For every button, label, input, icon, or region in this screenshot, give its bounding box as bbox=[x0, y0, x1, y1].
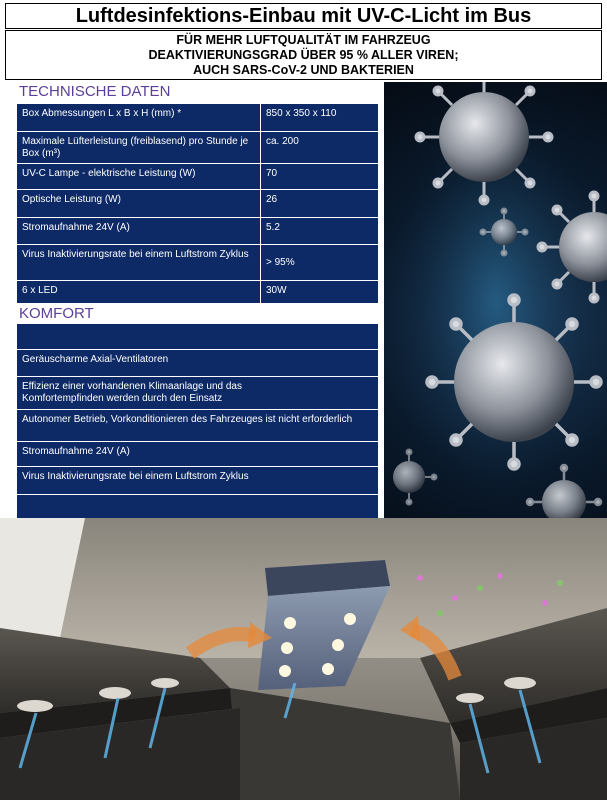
tech-heading: TECHNISCHE DATEN bbox=[19, 83, 171, 100]
table-row bbox=[17, 350, 378, 377]
tech-label: 6 x LED bbox=[17, 281, 261, 303]
tech-label: Virus Inaktivierungsrate bei einem Luftstrom Zyklus bbox=[17, 245, 261, 280]
table-row bbox=[17, 218, 378, 245]
tech-value: 26 bbox=[266, 194, 278, 205]
tech-label: Maximale Lüfterleistung (freiblasend) pro Stunde je Box (m³) bbox=[17, 132, 261, 163]
table-row bbox=[17, 164, 378, 190]
tech-table bbox=[17, 104, 378, 304]
tech-value: > 95% bbox=[266, 256, 295, 268]
subtitle-box bbox=[5, 30, 602, 80]
komfort-table bbox=[17, 324, 378, 520]
tech-value: 850 x 350 x 110 bbox=[266, 108, 337, 119]
tech-label: Stromaufnahme 24V (A) bbox=[17, 218, 261, 244]
table-row bbox=[17, 324, 378, 350]
virus-image bbox=[384, 82, 607, 518]
komfort-item bbox=[17, 324, 378, 349]
table-row bbox=[17, 495, 378, 520]
komfort-item: Effizienz einer vorhandenen Klimaanlage und das Komfortempfinden werden durch den Einsatz bbox=[22, 381, 242, 404]
table-row bbox=[17, 132, 378, 164]
page-title: Luftdesinfektions-Einbau mit UV-C-Licht im Bus bbox=[5, 3, 602, 29]
table-row bbox=[17, 190, 378, 218]
table-row bbox=[17, 281, 378, 304]
table-row bbox=[17, 467, 378, 495]
bus-image bbox=[0, 518, 607, 800]
bus-ceiling-illustration bbox=[0, 518, 607, 800]
komfort-item: Stromaufnahme 24V (A) bbox=[22, 446, 130, 457]
komfort-heading: KOMFORT bbox=[19, 305, 94, 322]
komfort-item: Geräuscharme Axial-Ventilatoren bbox=[22, 354, 169, 365]
subtitle-line: DEAKTIVIERUNGSGRAD ÜBER 95 % ALLER VIREN; bbox=[148, 48, 459, 62]
table-row bbox=[17, 442, 378, 467]
table-row bbox=[17, 104, 378, 132]
komfort-item bbox=[17, 495, 378, 519]
komfort-item: Virus Inaktivierungsrate bei einem Luftstrom Zyklus bbox=[22, 471, 249, 482]
table-row bbox=[17, 410, 378, 442]
tech-value: 30W bbox=[266, 285, 287, 296]
subtitle-line: FÜR MEHR LUFTQUALITÄT IM FAHRZEUG bbox=[176, 33, 431, 47]
tech-label: Optische Leistung (W) bbox=[17, 190, 261, 217]
table-row bbox=[17, 245, 378, 281]
subtitle-line: AUCH SARS-CoV-2 UND BAKTERIEN bbox=[193, 63, 414, 77]
tech-value: 70 bbox=[266, 168, 278, 179]
tech-label: UV-C Lampe - elektrische Leistung (W) bbox=[17, 164, 261, 189]
tech-value: 5.2 bbox=[266, 222, 280, 233]
tech-label: Box Abmessungen L x B x H (mm) * bbox=[17, 104, 261, 131]
tech-value: ca. 200 bbox=[266, 136, 299, 147]
table-row bbox=[17, 377, 378, 410]
komfort-item: Autonomer Betrieb, Vorkonditionieren des Fahrzeuges ist nicht erforderlich bbox=[22, 414, 353, 425]
virus-illustration bbox=[384, 82, 607, 518]
